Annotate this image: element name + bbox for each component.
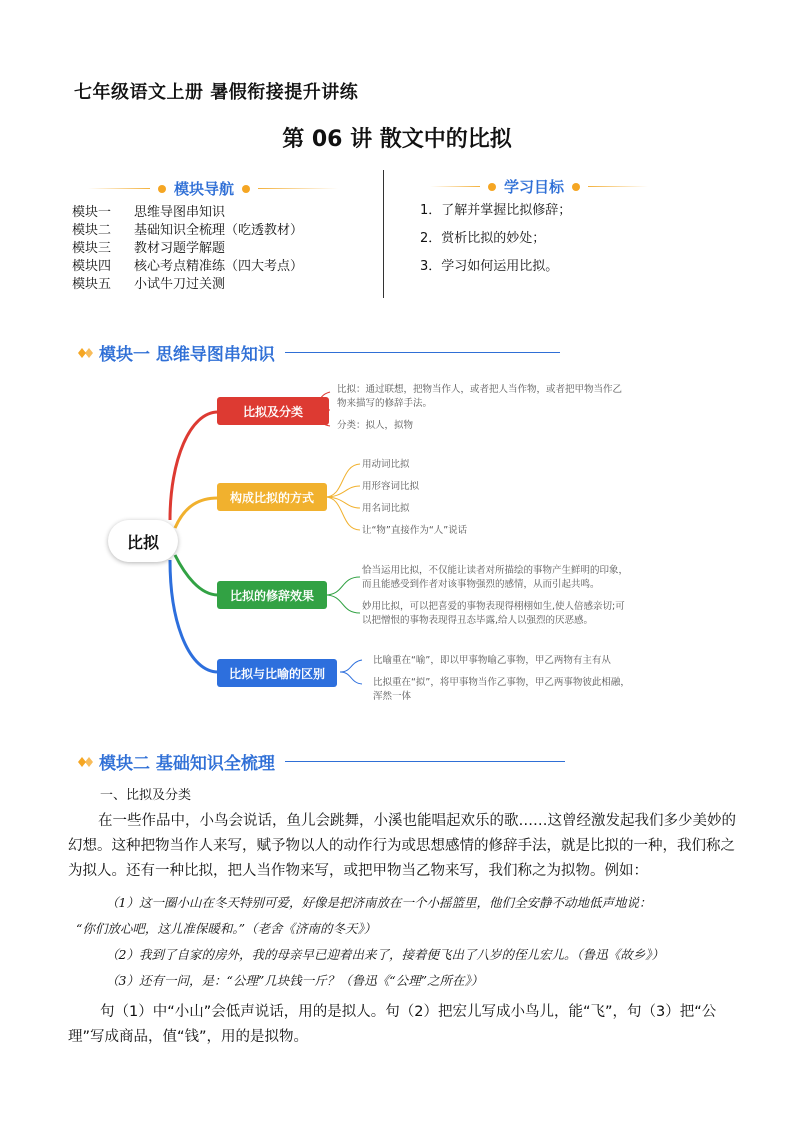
nav-item-key: 模块一 bbox=[72, 205, 112, 220]
mindmap-leaf: 用形容词比拟 bbox=[362, 481, 420, 492]
mindmap-leaf: 而且能感受到作者对该事物强烈的感情，从而引起共鸣。 bbox=[362, 579, 600, 590]
mindmap-leaf: 妙用比拟，可以把喜爱的事物表现得栩栩如生,使人倍感亲切;可 bbox=[362, 601, 625, 612]
nav-item-key: 模块五 bbox=[72, 277, 112, 292]
goal-item: 2．赏析比拟的妙处； bbox=[420, 231, 546, 246]
goal-item: 1．了解并掌握比拟修辞； bbox=[420, 203, 572, 218]
diamond-bullet-icon bbox=[77, 347, 95, 359]
module2-rule bbox=[285, 761, 565, 762]
mindmap-branch-node: 构成比拟的方式 bbox=[217, 483, 327, 511]
mindmap-bracket bbox=[340, 672, 362, 684]
nav-item-key: 模块四 bbox=[72, 259, 112, 274]
nav-header-dot-left bbox=[158, 185, 166, 193]
mindmap-leaf: 比拟重在“拟”，将甲事物当作乙事物，甲乙两事物彼此相融， bbox=[373, 677, 630, 688]
series-title: 七年级语文上册 暑假衔接提升讲练 bbox=[74, 82, 359, 103]
mindmap-leaf: 分类：拟人，拟物 bbox=[337, 420, 414, 431]
nav-header-dot-right bbox=[242, 185, 250, 193]
example-line: （1）这一圈小山在冬天特别可爱，好像是把济南放在一个小摇篮里，他们全安静不动地低声地说： bbox=[106, 895, 652, 910]
nav-title: 模块导航 bbox=[174, 180, 235, 198]
example-line: “你们放心吧，这儿准保暖和。”（老舍《济南的冬天》） bbox=[76, 921, 377, 936]
examples-block bbox=[76, 894, 664, 998]
nav-item-label: 教材习题学解题 bbox=[134, 241, 226, 256]
goals-header-dot-right bbox=[572, 183, 580, 191]
nav-item-key: 模块二 bbox=[72, 223, 112, 238]
mindmap-bracket bbox=[325, 577, 360, 595]
mindmap-leaf: 用动词比拟 bbox=[362, 459, 410, 470]
column-divider bbox=[383, 170, 384, 298]
body-paragraph bbox=[68, 809, 736, 884]
nav-item-label: 小试牛刀过关测 bbox=[134, 277, 226, 292]
nav-item[interactable] bbox=[72, 258, 303, 276]
diamond-bullet-icon bbox=[77, 756, 95, 768]
mindmap-bracket bbox=[325, 486, 360, 497]
nav-item[interactable] bbox=[72, 222, 303, 240]
goals-title: 学习目标 bbox=[504, 178, 565, 196]
nav-header-line-right bbox=[258, 188, 338, 189]
nav-header-line-left bbox=[88, 188, 150, 189]
mindmap-bracket bbox=[325, 497, 360, 508]
mindmap-leaf: 让“物”直接作为“人”说话 bbox=[362, 525, 468, 536]
mindmap-connector-green bbox=[175, 555, 218, 595]
mindmap-branch-node: 比拟及分类 bbox=[217, 397, 329, 425]
body-line: 在一些作品中，小鸟会说话，鱼儿会跳舞，小溪也能唱起欢乐的歌……这曾经激发起我们多少美妙的 bbox=[98, 813, 736, 829]
mindmap-connector-yellow bbox=[175, 498, 218, 528]
mindmap-leaf: 比拟：通过联想，把物当作人，或者把人当作物，或者把甲物当作乙 bbox=[337, 384, 623, 395]
module1-heading bbox=[77, 340, 560, 365]
mindmap-root: 比拟 bbox=[108, 520, 178, 562]
module2-title: 模块二 基础知识全梳理 bbox=[99, 754, 275, 774]
module-nav-list bbox=[72, 204, 303, 294]
body-line: 幻想。这种把物当作人来写，赋予物以人的动作行为或思想感情的修辞手法，就是比拟的一种，我们称之 bbox=[68, 838, 735, 854]
module1-rule bbox=[285, 352, 560, 353]
mindmap-leaf: 浑然一体 bbox=[373, 691, 412, 702]
nav-item[interactable] bbox=[72, 240, 303, 258]
goals-header-line-left bbox=[430, 186, 480, 187]
nav-item[interactable] bbox=[72, 204, 303, 222]
goals-header bbox=[430, 176, 648, 197]
nav-item-label: 核心考点精准练（四大考点） bbox=[134, 259, 304, 274]
body-line: 为拟人。还有一种比拟，把人当作物来写，或把甲物当乙物来写，我们称之为拟物。例如： bbox=[68, 863, 648, 879]
mindmap-branch-node: 比拟的修辞效果 bbox=[217, 581, 327, 609]
mindmap-bracket bbox=[325, 595, 360, 613]
mindmap-bracket bbox=[340, 660, 362, 672]
mindmap-leaf: 比喻重在“喻”，即以甲事物喻乙事物，甲乙两物有主有从 bbox=[373, 655, 611, 666]
lecture-title: 第 06 讲 散文中的比拟 bbox=[282, 127, 512, 152]
nav-item[interactable] bbox=[72, 276, 303, 294]
learning-goals-list bbox=[420, 202, 571, 286]
explanation-paragraph bbox=[68, 1000, 716, 1050]
mindmap-leaf: 物来描写的修辞手法。 bbox=[337, 398, 433, 409]
mindmap-connector-blue bbox=[170, 560, 218, 672]
body-line: 理”写成商品，值“钱”，用的是拟物。 bbox=[68, 1029, 309, 1045]
mindmap-leaf: 以把憎恨的事物表现得丑态毕露,给人以强烈的厌恶感。 bbox=[362, 615, 594, 626]
goal-item: 3．学习如何运用比拟。 bbox=[420, 259, 559, 274]
module1-title: 模块一 思维导图串知识 bbox=[99, 345, 275, 365]
goals-header-dot-left bbox=[488, 183, 496, 191]
goals-header-line-right bbox=[588, 186, 648, 187]
section-subheading: 一、比拟及分类 bbox=[100, 788, 192, 803]
nav-item-key: 模块三 bbox=[72, 241, 112, 256]
module2-heading bbox=[77, 749, 565, 774]
example-line: （3）还有一问，是：“公理”几块钱一斤？（鲁迅《“公理”之所在》） bbox=[106, 973, 484, 988]
mindmap-leaf: 用名词比拟 bbox=[362, 503, 410, 514]
example-line: （2）我到了自家的房外，我的母亲早已迎着出来了，接着便飞出了八岁的侄儿宏儿。（鲁迅《故乡》） bbox=[106, 947, 664, 962]
nav-header bbox=[88, 178, 338, 199]
mindmap-branch-node: 比拟与比喻的区别 bbox=[217, 659, 337, 687]
body-line: 句（1）中“小山”会低声说话，用的是拟人。句（2）把宏儿写成小鸟儿，能“飞”，句（3）把“公 bbox=[100, 1004, 717, 1020]
nav-item-label: 思维导图串知识 bbox=[134, 205, 226, 220]
nav-item-label: 基础知识全梳理（吃透教材） bbox=[134, 223, 304, 238]
mindmap-leaf: 恰当运用比拟，不仅能让读者对所描绘的事物产生鲜明的印象， bbox=[362, 565, 629, 576]
